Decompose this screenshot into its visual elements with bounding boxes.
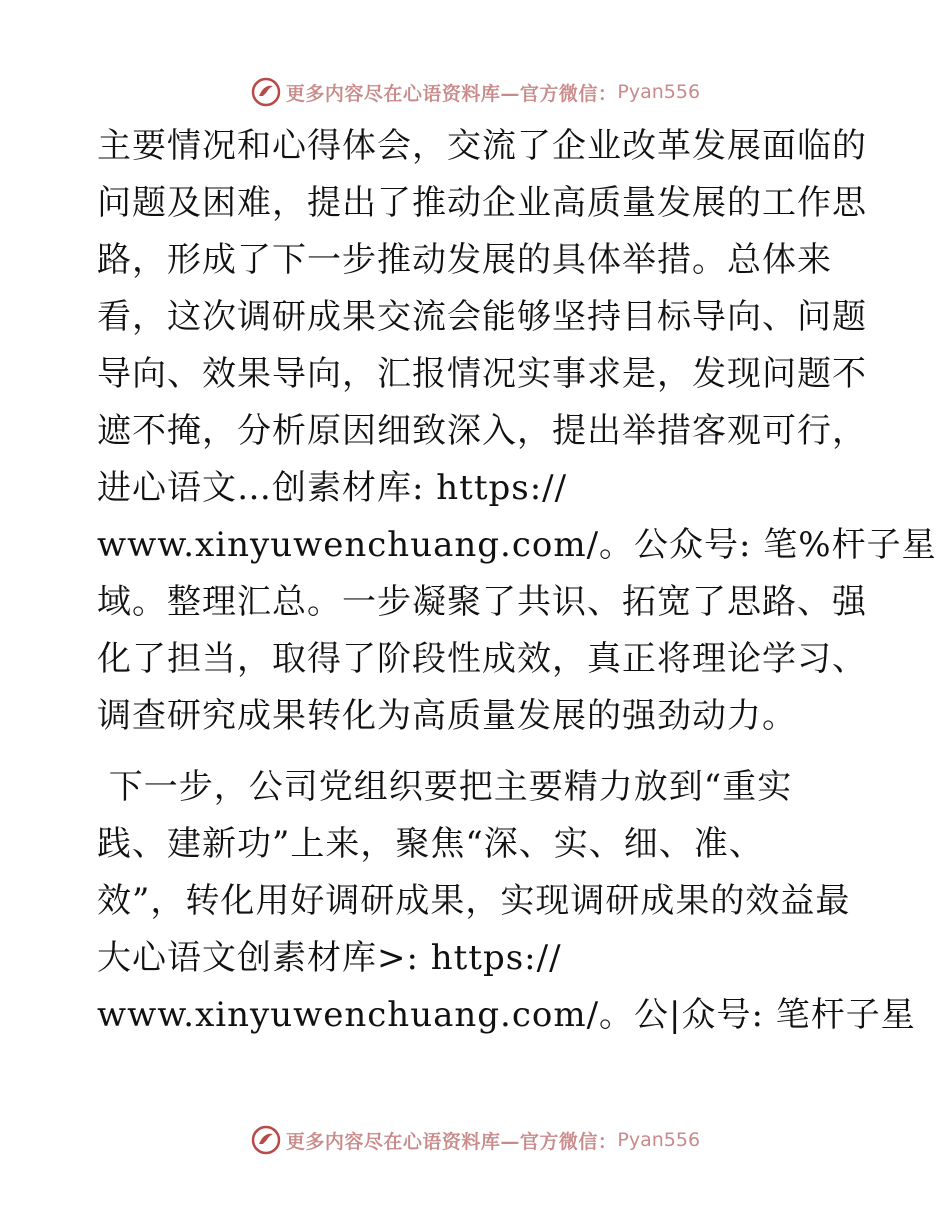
text-line: 大心语文创素材库>: https:// — [97, 938, 562, 978]
brand-logo-icon — [250, 1124, 282, 1156]
header-banner-text: 更多内容尽在心语资料库—官方微信： — [285, 82, 618, 105]
text-line: 化了担当，取得了阶段性成效，真正将理论学习、 — [97, 639, 867, 679]
text-line: 导向、效果导向，汇报情况实事求是，发现问题不 — [97, 354, 867, 394]
text-line: 主要情况和心得体会，交流了企业改革发展面临的 — [97, 126, 867, 166]
header-wechat-id: Pyan556 — [617, 81, 701, 103]
text-line: 遮不掩，分析原因细致深入，提出举措客观可行， — [97, 411, 867, 451]
text-line: 问题及困难，提出了推动企业高质量发展的工作思 — [97, 183, 867, 223]
paragraph-1 — [97, 118, 937, 745]
document-body — [97, 118, 937, 1044]
text-line: 看，这次调研成果交流会能够坚持目标导向、问题 — [97, 297, 867, 337]
footer-banner — [0, 1120, 950, 1160]
text-line: 调查研究成果转化为高质量发展的强劲动力。 — [97, 696, 797, 736]
text-line: 域。整理汇总。一步凝聚了共识、拓宽了思路、强 — [97, 582, 867, 622]
text-line: 路，形成了下一步推动发展的具体举措。总体来 — [97, 240, 832, 280]
brand-logo-icon — [250, 76, 282, 108]
text-line: 效”，转化用好调研成果，实现调研成果的效益最 — [97, 881, 851, 921]
footer-banner-text: 更多内容尽在心语资料库—官方微信： — [285, 1130, 618, 1153]
text-line: 下一步，公司党组织要把主要精力放到“重实 — [97, 767, 793, 807]
text-line: 践、建新功”上来，聚焦“深、实、细、准、 — [97, 824, 764, 864]
header-banner — [0, 72, 950, 112]
paragraph-2 — [97, 759, 916, 1044]
text-line: www.xinyuwenchuang.com/。公|众号: 笔杆子星 — [97, 995, 916, 1035]
footer-wechat-id: Pyan556 — [617, 1129, 701, 1151]
text-line: www.xinyuwenchuang.com/。公众号: 笔%杆子星 — [97, 525, 937, 565]
paragraph-gap — [97, 745, 857, 759]
text-line: 进心语文…创素材库: https:// — [97, 468, 568, 508]
